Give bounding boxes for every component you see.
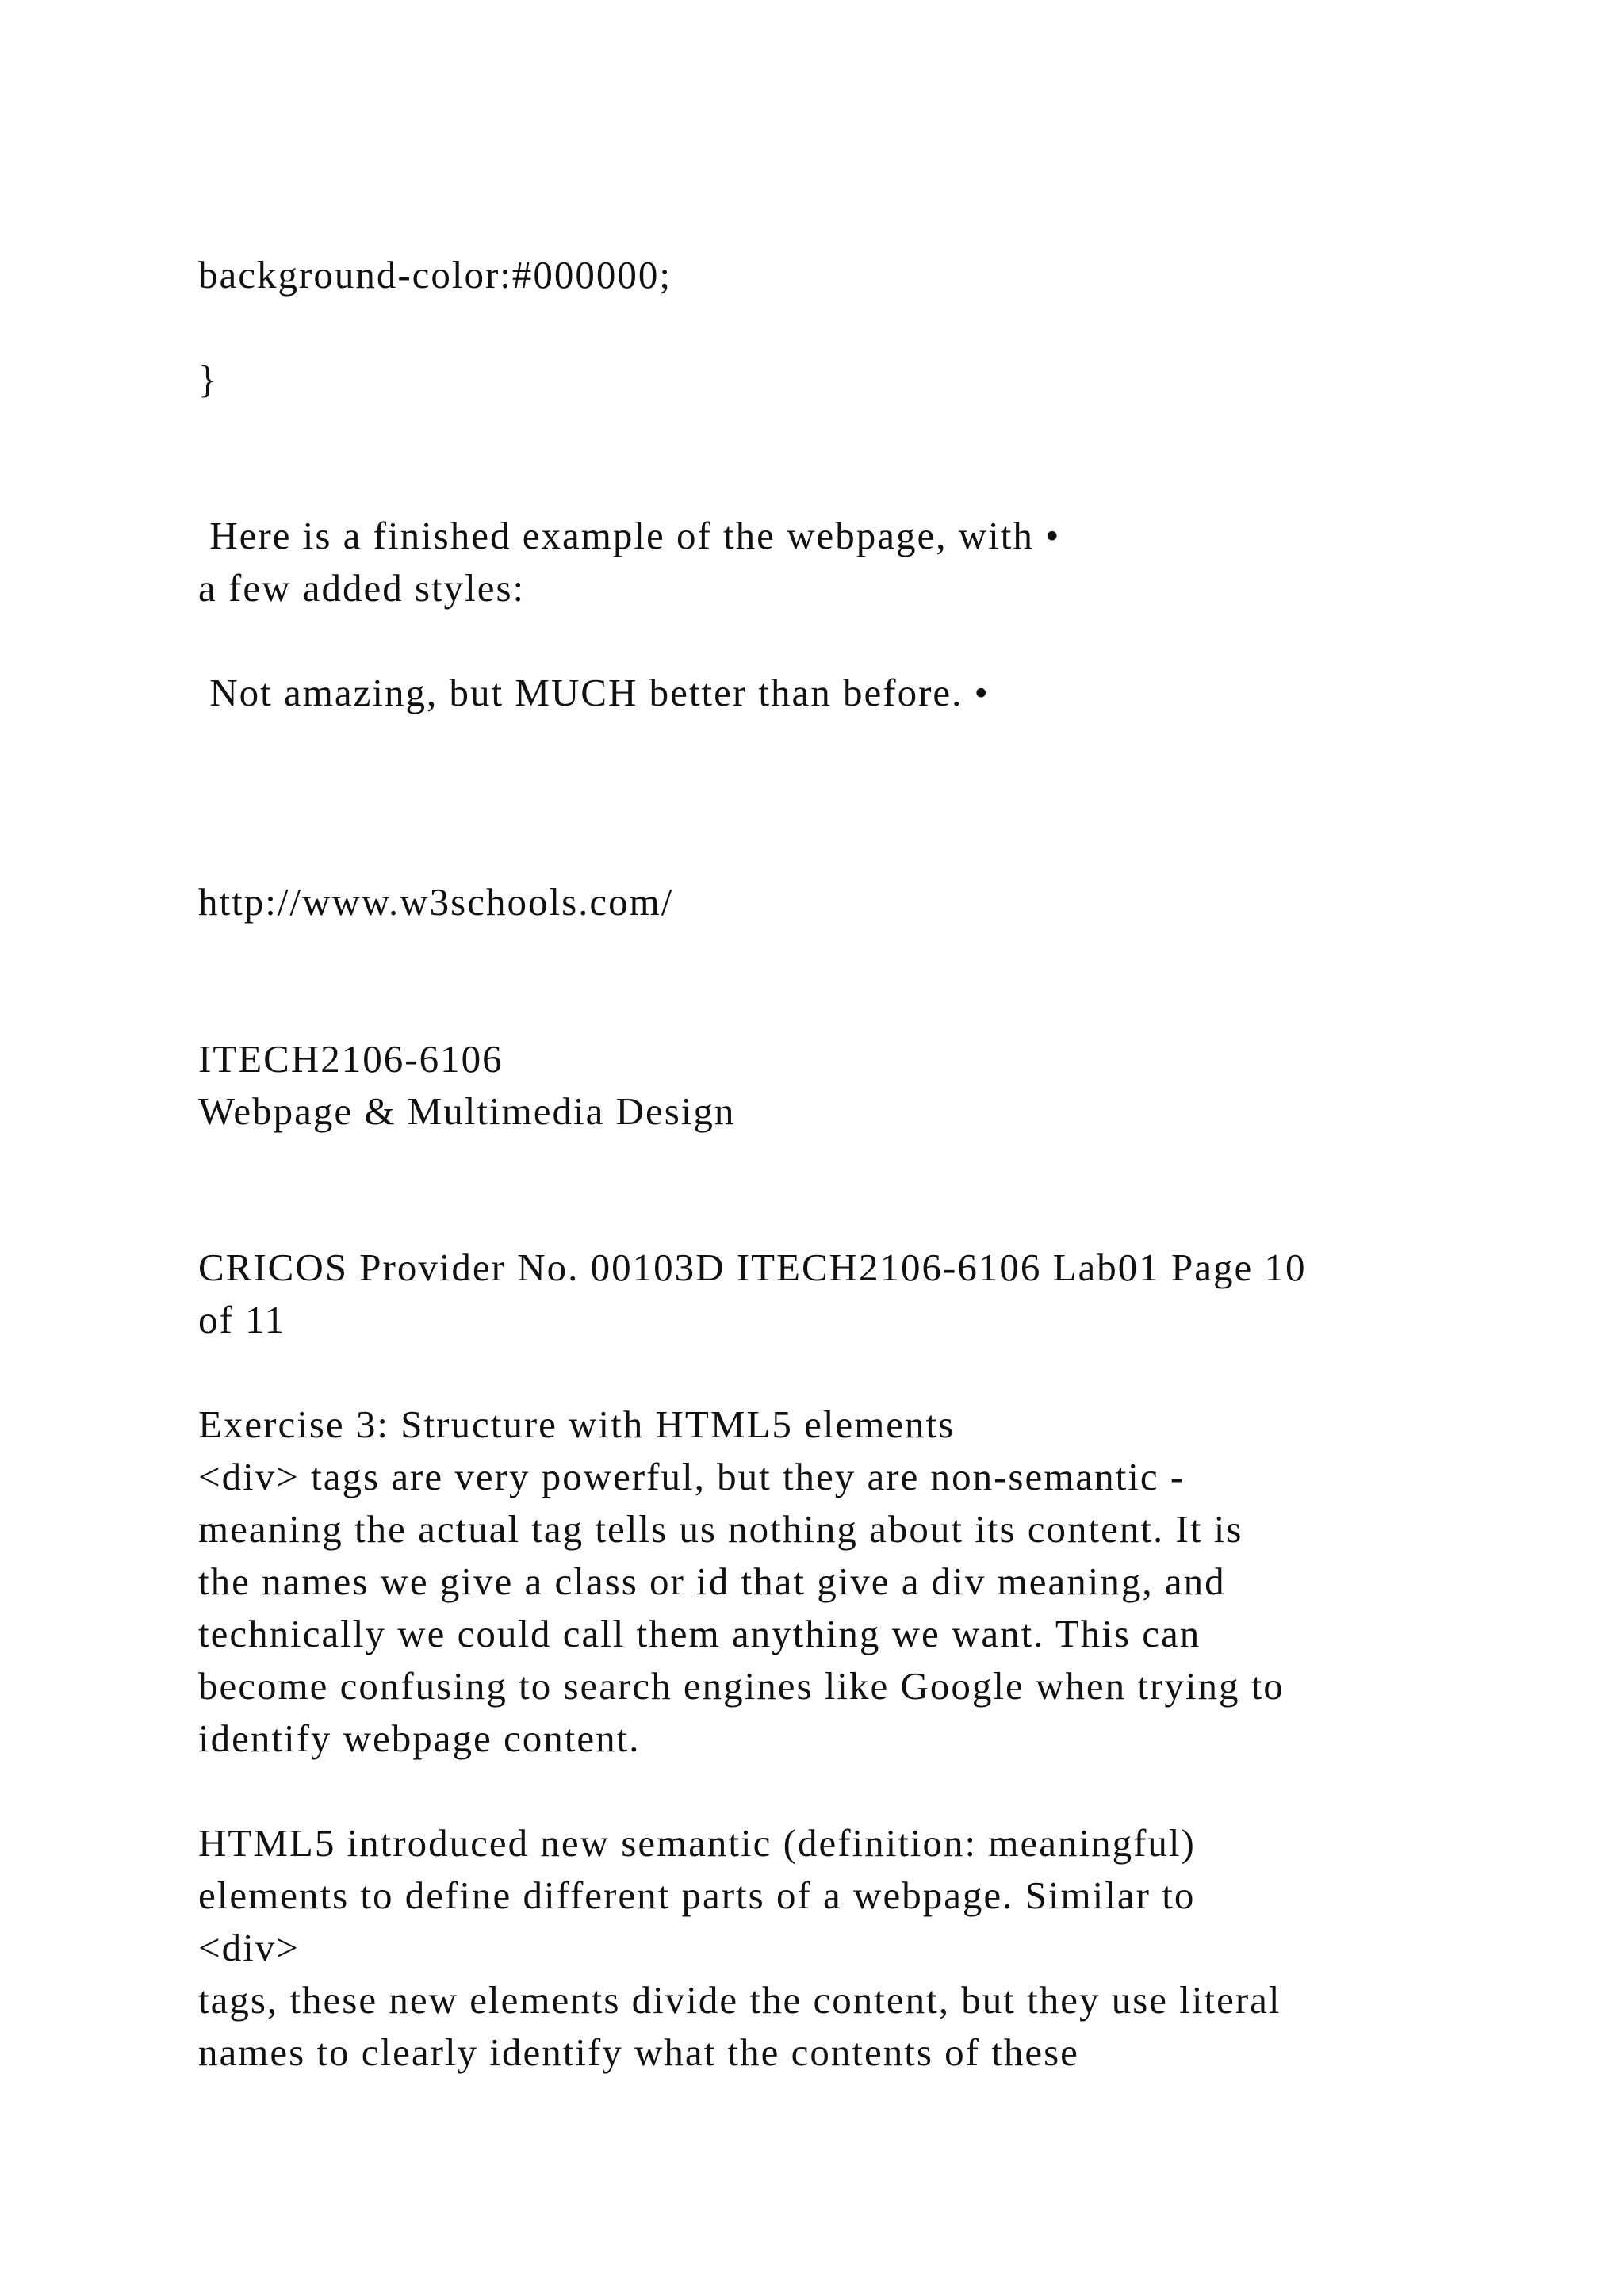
code-line-background-color: background-color:#000000;	[198, 253, 672, 297]
course-name: Webpage & Multimedia Design	[198, 1089, 736, 1133]
reference-link[interactable]: http://www.w3schools.com/	[198, 880, 674, 924]
paragraph-2-line-2: elements to define different parts of a webpage. Similar to	[198, 1873, 1196, 1917]
paragraph-2-line-5: names to clearly identify what the contents of these	[198, 2030, 1079, 2074]
paragraph-2-line-4: tags, these new elements divide the content, but they use literal	[198, 1978, 1281, 2022]
page-footer-line-2: of 11	[198, 1298, 286, 1341]
note-line-1: Here is a finished example of the webpage, with •	[198, 514, 1061, 557]
paragraph-2-line-1: HTML5 introduced new semantic (definition: meaningful)	[198, 1821, 1196, 1865]
note-line-3: Not amazing, but MUCH better than before. •	[198, 671, 990, 714]
course-code: ITECH2106-6106	[198, 1037, 504, 1081]
note-line-2: a few added styles:	[198, 566, 526, 610]
paragraph-1-line-6: identify webpage content.	[198, 1716, 641, 1760]
paragraph-1-line-3: the names we give a class or id that give a div meaning, and	[198, 1559, 1226, 1603]
paragraph-1-line-5: become confusing to search engines like Google when trying to	[198, 1664, 1285, 1708]
page-footer-line-1: CRICOS Provider No. 00103D ITECH2106-6106 Lab01 Page 10	[198, 1246, 1307, 1289]
paragraph-1-line-2: meaning the actual tag tells us nothing about its content. It is	[198, 1507, 1243, 1551]
exercise-title: Exercise 3: Structure with HTML5 elements	[198, 1402, 956, 1446]
paragraph-1-line-1: <div> tags are very powerful, but they are non-semantic -	[198, 1455, 1185, 1498]
paragraph-1-line-4: technically we could call them anything we want. This can	[198, 1612, 1201, 1655]
paragraph-2-line-3: <div>	[198, 1926, 300, 1969]
code-closing-brace: }	[198, 358, 219, 401]
